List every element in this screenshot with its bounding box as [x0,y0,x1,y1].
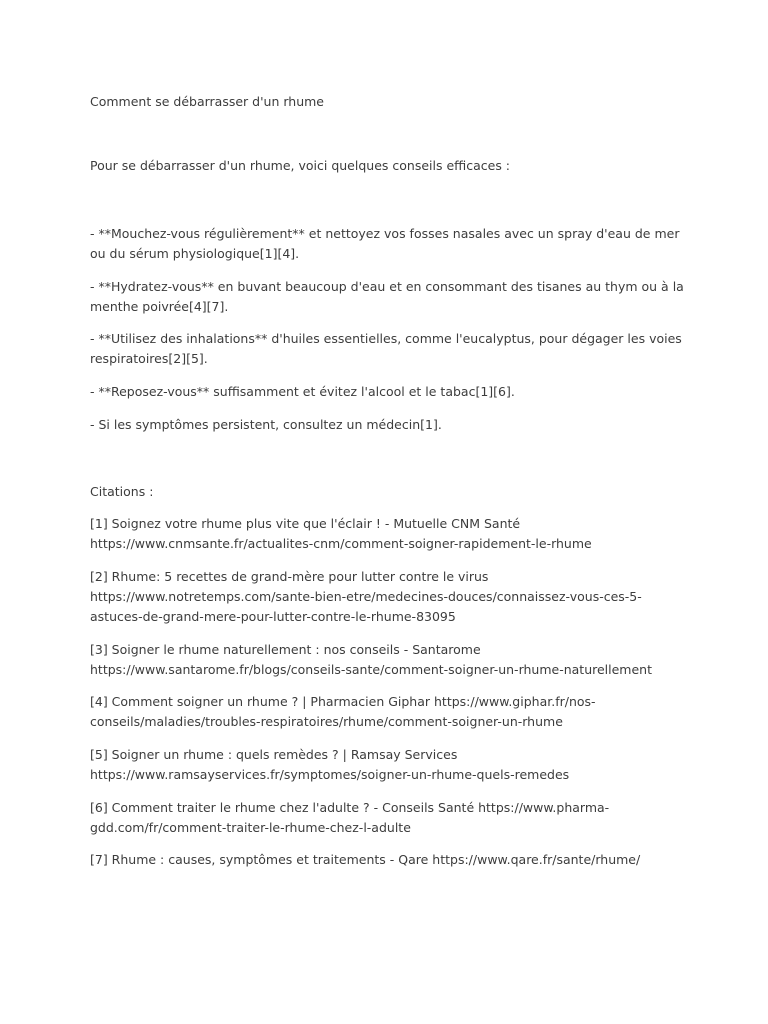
citation-item: [6] Comment traiter le rhume chez l'adulte ? - Conseils Santé https://www.pharma-gdd.com/fr/comment-traiter-le-rhume-chez-l-adulte [90,800,610,835]
citations-heading: Citations : [90,484,154,499]
citation-item: [5] Soigner un rhume : quels remèdes ? | Ramsay Services https://www.ramsayservices.fr/symptomes/soigner-un-rhume-quels-remedes [90,747,570,782]
tip-item: - **Hydratez-vous** en buvant beaucoup d'eau et en consommant des tisanes au thym ou à la menthe poivrée[4][7]. [90,279,684,314]
tip-item: - **Mouchez-vous régulièrement** et nettoyez vos fosses nasales avec un spray d'eau de mer ou du sérum physiologique[1][4]. [90,226,680,261]
citation-item: [3] Soigner le rhume naturellement : nos conseils - Santarome https://www.santarome.fr/blogs/conseils-sante/comment-soigner-un-rhume-naturellement [90,642,652,677]
tip-item: - **Utilisez des inhalations** d'huiles essentielles, comme l'eucalyptus, pour dégager les voies respiratoires[2][5]. [90,331,682,366]
tip-item: - **Reposez-vous** suffisamment et évitez l'alcool et le tabac[1][6]. [90,384,515,399]
citation-item: [4] Comment soigner un rhume ? | Pharmacien Giphar https://www.giphar.fr/nos-conseils/maladies/troubles-respiratoires/rhume/comment-soigner-un-rhume [90,694,596,729]
intro-paragraph: Pour se débarrasser d'un rhume, voici quelques conseils efficaces : [90,158,511,173]
citation-item: [1] Soignez votre rhume plus vite que l'éclair ! - Mutuelle CNM Santé https://www.cnmsante.fr/actualites-cnm/comment-soigner-rapidement-le-rhume [90,516,592,551]
tip-item: - Si les symptômes persistent, consultez un médecin[1]. [90,417,442,432]
citation-item: [7] Rhume : causes, symptômes et traitements - Qare https://www.qare.fr/sante/rhume/ [90,852,641,867]
document-title: Comment se débarrasser d'un rhume [90,94,324,109]
citation-item: [2] Rhume: 5 recettes de grand-mère pour lutter contre le virus https://www.notretemps.com/sante-bien-etre/medecines-douces/connaissez-vous-ces-5-astuces-de-grand-mere-pour-lutter-contre-le-rhume-83095 [90,569,642,624]
